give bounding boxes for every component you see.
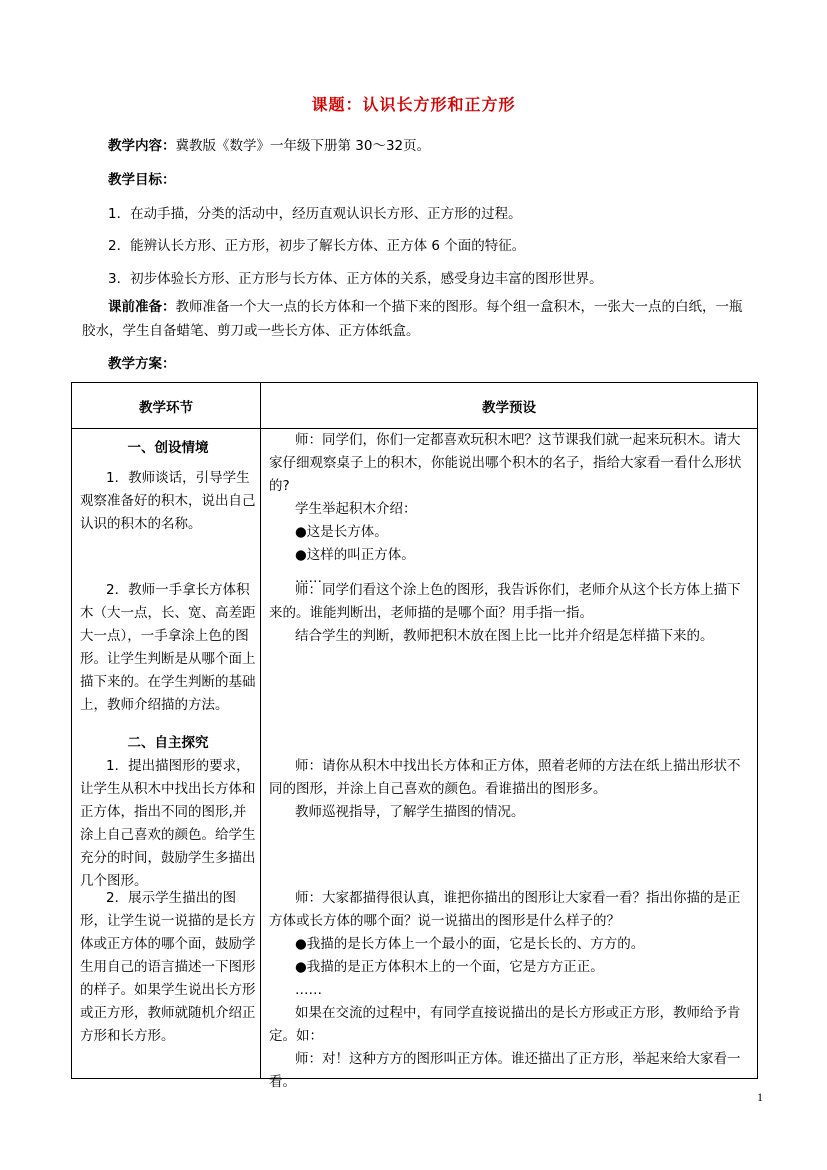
plan-table xyxy=(71,382,758,1090)
right-ellipsis-2: …… xyxy=(295,982,322,998)
goal-item-3: 3．初步体验长方形、正方形与长方体、正方体的关系，感受身边丰富的图形世界。 xyxy=(108,271,603,287)
right-para-2: 学生举起积木介绍： xyxy=(295,501,417,517)
right-para-8: 如果在交流的过程中，有同学直接说描出的是长方形或正方形，教师给予肯定。如： xyxy=(269,1005,741,1044)
content-text: 冀教版《数学》一年级下册第 30～32页。 xyxy=(175,138,431,154)
left-column xyxy=(72,429,261,1079)
table-body-row xyxy=(72,429,758,1079)
content-label: 教学内容： xyxy=(108,138,176,154)
page-number: 1 xyxy=(757,1090,763,1104)
plan-label: 教学方案： xyxy=(108,356,176,372)
right-para-7: 师：大家都描得很认真，谁把你描出的图形让大家看一看？指出你描的是正方体或长方体的哪个面？说一说描出的图形是什么样子的？ xyxy=(269,890,741,929)
right-para-3: 师：同学们看这个涂上色的图形，我告诉你们，老师介从这个长方体上描下来的。谁能判断出，老师描的是哪个面？用手指一指。 xyxy=(269,582,741,621)
step-2: 2．教师一手拿长方体积木（大一点，长、宽、高差距大一点），一手拿涂上色的图形。让学生判断是从哪个面上描下来的。在学生判断的基础上，教师介绍描的方法。 xyxy=(80,582,256,713)
right-ellipsis-1: …… xyxy=(295,570,322,586)
page-title: 课题：认识长方形和正方形 xyxy=(311,95,516,114)
right-para-4: 结合学生的判断，教师把积木放在图上比一比并介绍是怎样描下来的。 xyxy=(295,628,714,644)
right-para-1: 师：同学们，你们一定都喜欢玩积木吧？这节课我们就一起来玩积木。请大家仔细观察桌子上的积木，你能说出哪个积木的名子，指给大家看一看什么形状的? xyxy=(269,432,742,494)
right-bullet-3: ●我描的是长方体上一个最小的面，它是长长的、方方的。 xyxy=(295,936,645,952)
right-bullet-1: ●这是长方体。 xyxy=(295,524,388,540)
prep-paragraph xyxy=(82,295,752,343)
header-right: 教学预设 xyxy=(261,383,758,429)
right-para-5: 师：请你从积木中找出长方体和正方体，照着老师的方法在纸上描出形状不同的图形，并涂上自己喜欢的颜色。看谁描出的图形多。 xyxy=(269,758,741,797)
content-line xyxy=(108,134,430,154)
prep-text: 教师准备一个大一点的长方体和一个描下来的图形。每个组一盒积木，一张大一点的白纸，一瓶胶水，学生自备蜡笔、剪刀或一些长方体、正方体纸盒。 xyxy=(82,299,743,339)
right-bullet-4: ●我描的是正方体积木上的一个面，它是方方正正。 xyxy=(295,959,604,975)
header-left: 教学环节 xyxy=(72,383,261,429)
goals-label: 教学目标： xyxy=(108,172,176,188)
section-2-heading: 二、自主探究 xyxy=(127,735,209,751)
step-1: 1．教师谈话，引导学生观察准备好的积木，说出自己认识的积木的名称。 xyxy=(80,470,256,532)
table-header-row xyxy=(72,383,758,429)
section-1-heading: 一、创设情境 xyxy=(127,440,209,456)
prep-label: 课前准备： xyxy=(108,299,176,315)
goal-item-2: 2．能辨认长方形、正方形，初步了解长方体、正方体 6 个面的特征。 xyxy=(108,238,526,254)
step-4: 2．展示学生描出的图形，让学生说一说描的是长方体或正方体的哪个面，鼓励学生用自己的语言描述一下图形的样子。如果学生说出长方形或正方形，教师就随机介绍正方形和长方形。 xyxy=(80,890,256,1044)
goal-item-1: 1．在动手描，分类的活动中，经历直观认识长方形、正方形的过程。 xyxy=(108,206,522,222)
right-column xyxy=(261,429,758,1090)
step-3: 1．提出描图形的要求，让学生从积木中找出长方体和正方体，指出不同的图形,并涂上自己喜欢的颜色。给学生充分的时间，鼓励学生多描出几个图形。 xyxy=(80,758,256,889)
right-para-9: 师：对！这种方方的图形叫正方体。谁还描出了正方形，举起来给大家看一看。 xyxy=(269,1051,741,1090)
right-bullet-2: ●这样的叫正方体。 xyxy=(295,547,415,563)
right-para-6: 教师巡视指导，了解学生描图的情况。 xyxy=(295,804,525,820)
